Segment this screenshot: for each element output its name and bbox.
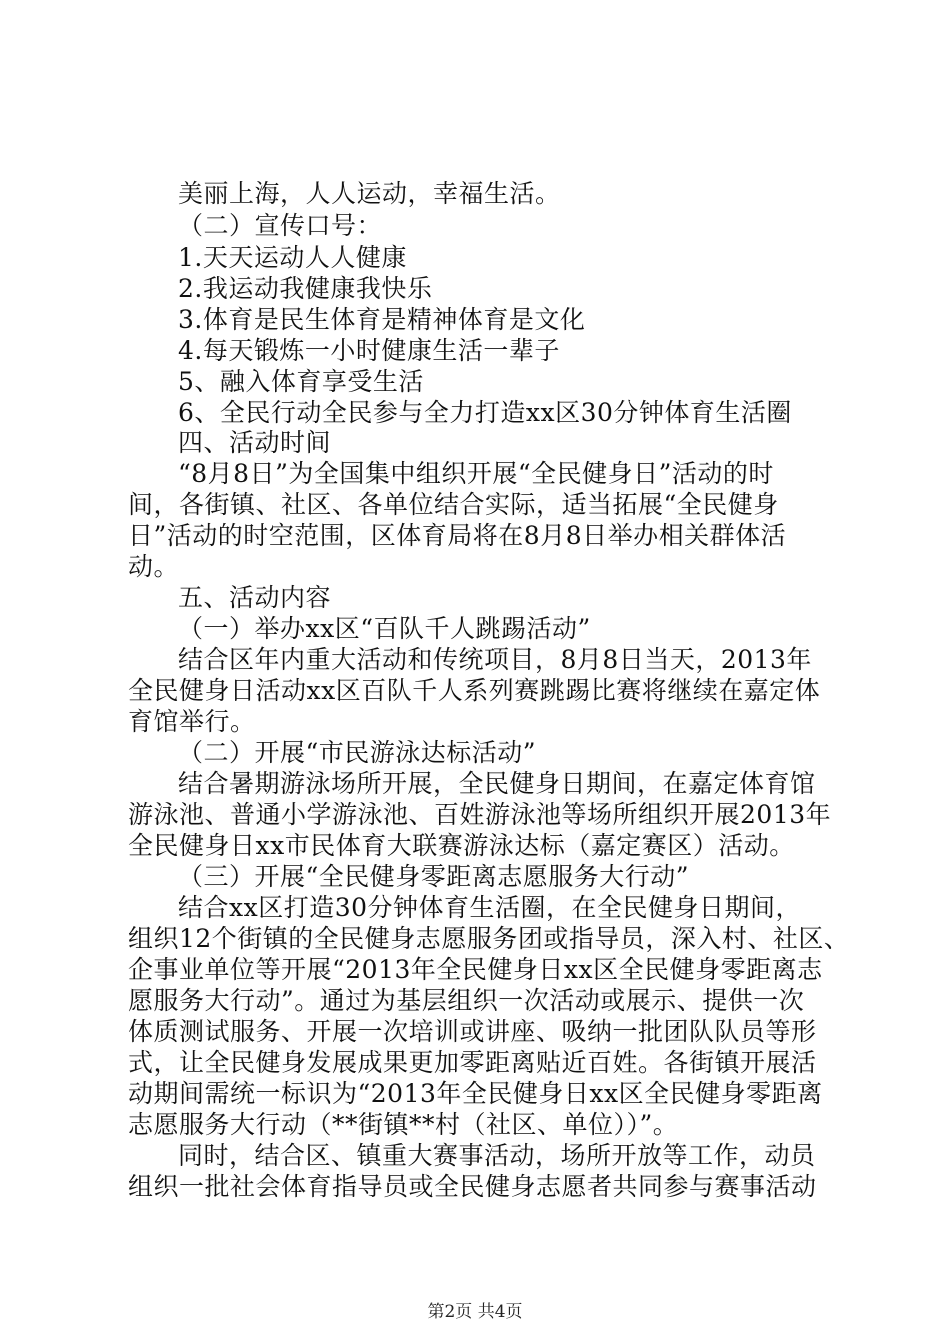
- paragraph-line: 日”活动的时空范围，区体育局将在8月8日举办相关群体活: [128, 521, 787, 550]
- section-heading: 四、活动时间: [178, 428, 332, 457]
- section-heading: （二）宣传口号：: [178, 211, 383, 240]
- paragraph-line: 愿服务大行动”。通过为基层组织一次活动或展示、提供一次: [128, 986, 805, 1015]
- text-line: 美丽上海，人人运动，幸福生活。: [178, 179, 561, 208]
- paragraph-line: 式，让全民健身发展成果更加零距离贴近百姓。各街镇开展活: [128, 1048, 817, 1077]
- paragraph-line: 全民健身日xx市民体育大联赛游泳达标（嘉定赛区）活动。: [128, 831, 795, 860]
- slogan-item: 1.天天运动人人健康: [178, 243, 407, 272]
- paragraph-line: 游泳池、普通小学游泳池、百姓游泳池等场所组织开展2013年: [128, 800, 832, 829]
- slogan-item: 6、全民行动全民参与全力打造xx区30分钟体育生活圈: [178, 398, 792, 427]
- paragraph-line: 结合暑期游泳场所开展，全民健身日期间，在嘉定体育馆: [178, 769, 816, 798]
- paragraph-line: 企事业单位等开展“2013年全民健身日xx区全民健身零距离志: [128, 955, 823, 984]
- paragraph-line: 结合xx区打造30分钟体育生活圈，在全民健身日期间，: [178, 893, 802, 922]
- paragraph-line: “8月8日”为全国集中组织开展“全民健身日”活动的时: [178, 459, 774, 488]
- slogan-item: 4.每天锻炼一小时健康生活一辈子: [178, 336, 560, 365]
- paragraph-line: 动。: [128, 552, 180, 581]
- slogan-item: 3.体育是民生体育是精神体育是文化: [178, 305, 586, 334]
- subsection-heading: （二）开展“市民游泳达标活动”: [178, 738, 537, 767]
- paragraph-line: 育馆举行。: [128, 707, 256, 736]
- paragraph-line: 动期间需统一标识为“2013年全民健身日xx区全民健身零距离: [128, 1079, 823, 1108]
- paragraph-line: 志愿服务大行动（**街镇**村（社区、单位））”。: [128, 1110, 679, 1139]
- paragraph-line: 组织12个街镇的全民健身志愿服务团或指导员，深入村、社区、: [128, 924, 850, 953]
- subsection-heading: （三）开展“全民健身零距离志愿服务大行动”: [178, 862, 690, 891]
- page-number-footer: 第2页 共4页: [427, 1302, 523, 1322]
- section-heading: 五、活动内容: [178, 583, 332, 612]
- paragraph-line: 间，各街镇、社区、各单位结合实际，适当拓展“全民健身: [128, 490, 779, 519]
- slogan-item: 2.我运动我健康我快乐: [178, 274, 433, 303]
- subsection-heading: （一）举办xx区“百队千人跳踢活动”: [178, 614, 591, 643]
- slogan-item: 5、融入体育享受生活: [178, 367, 424, 396]
- paragraph-line: 全民健身日活动xx区百队千人系列赛跳踢比赛将继续在嘉定体: [128, 676, 821, 705]
- paragraph-line: 体质测试服务、开展一次培训或讲座、吸纳一批团队队员等形: [128, 1017, 817, 1046]
- paragraph-line: 组织一批社会体育指导员或全民健身志愿者共同参与赛事活动: [128, 1172, 817, 1201]
- paragraph-line: 同时，结合区、镇重大赛事活动，场所开放等工作，动员: [178, 1141, 816, 1170]
- paragraph-line: 结合区年内重大活动和传统项目，8月8日当天，2013年: [178, 645, 812, 674]
